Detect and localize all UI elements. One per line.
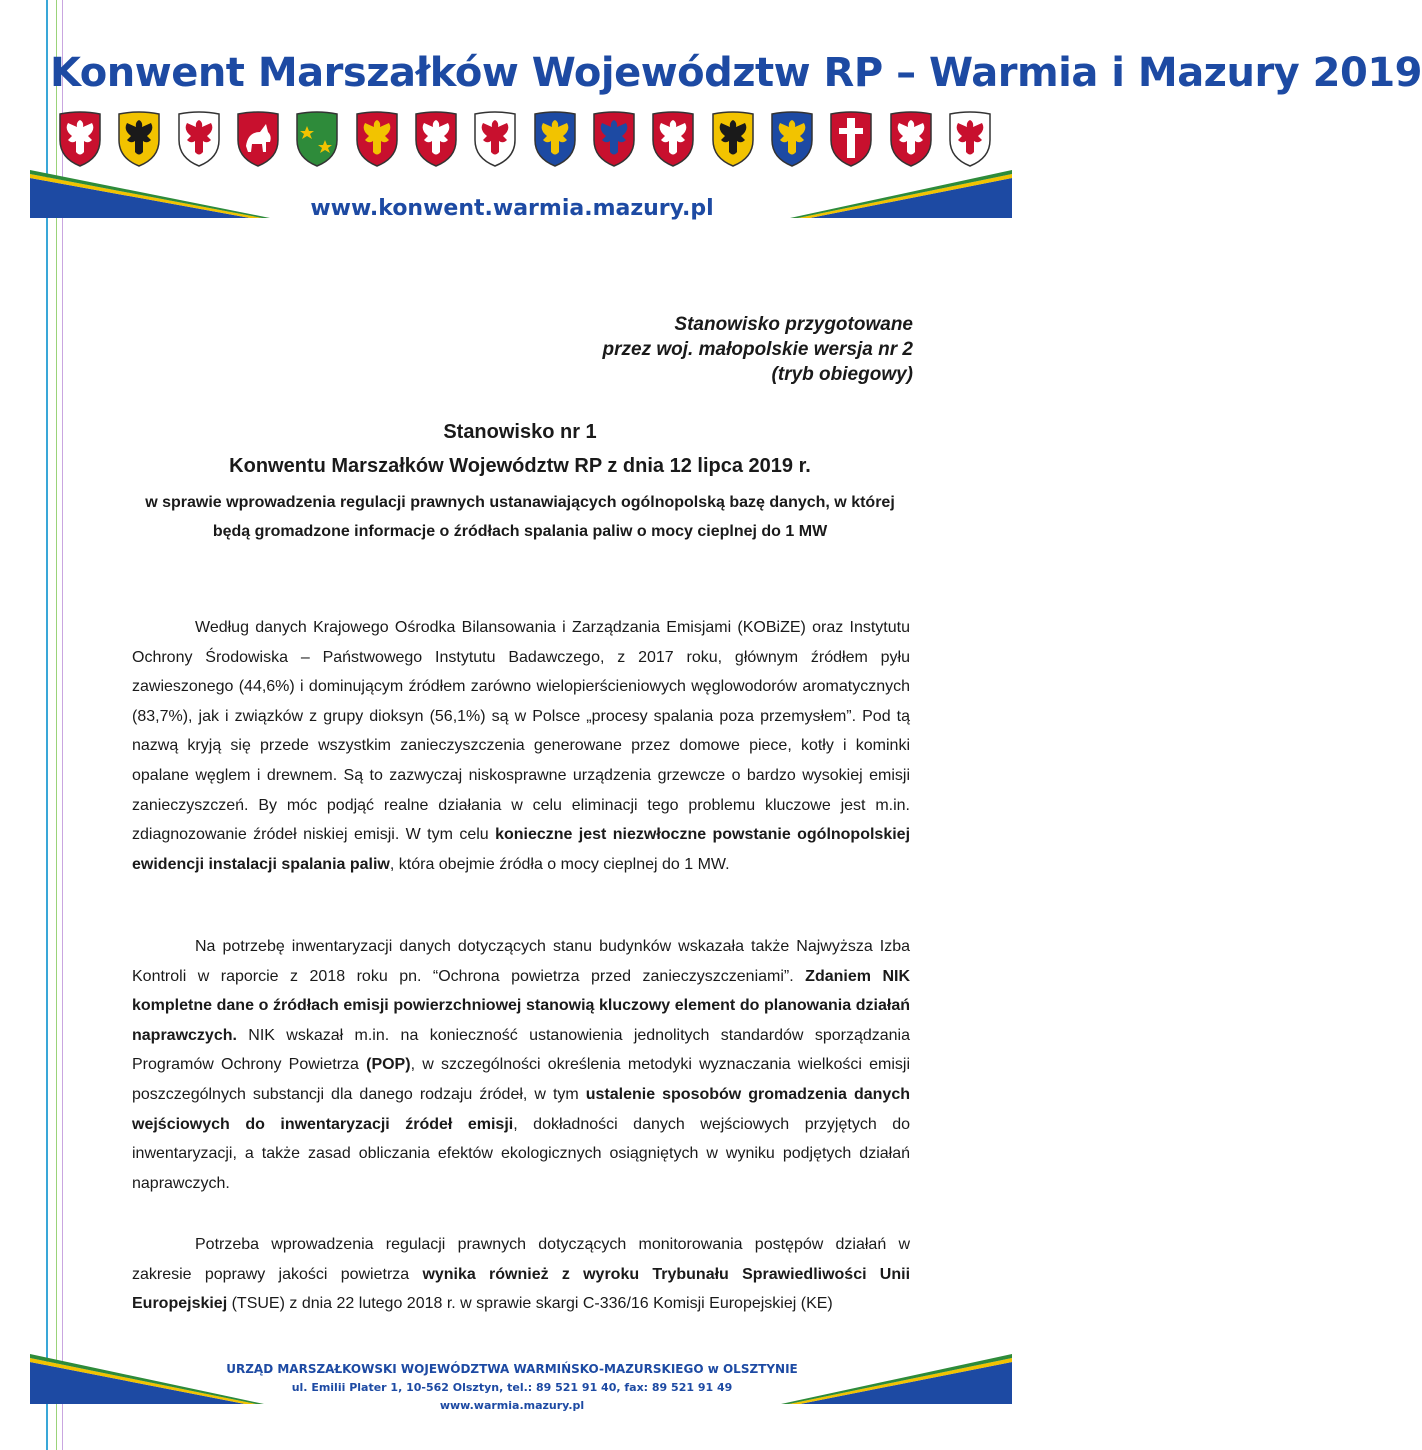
paragraph-1-text-1: Według danych Krajowego Ośrodka Bilansowania i Zarządzania Emisjami (KOBiZE) oraz Instytutu Ochrony Środowiska – Państwowego Instytutu Badawczego, z 2017 roku, głównym źródłem pyłu zawieszonego (44,6%) i dominującym źródłem zarówno wielopierścieniowych węglowodorów aromatycznych (83,7%), jak i związków z grupy dioksyn (56,1%) są w Polsce „procesy spalania poza przemysłem”. Pod tą nazwą kryją się przede wszystkim zanieczyszczenia generowane przez domowe piece, kotły i kominki opalane węglem i drewnem. Są to zazwyczaj niskosprawne urządzenia grzewcze o bardzo wysokiej emisji zanieczyszczeń. By móc podjąć realne działania w celu eliminacji tego problemu kluczowe jest m.in. zdiagnozowanie źródeł niskiej emisji. W tym celu: [132, 619, 910, 844]
prepared-line-2: przez woj. małopolskie wersja nr 2: [602, 339, 913, 360]
resolution-number: Stanowisko nr 1: [443, 421, 597, 443]
prepared-line-1: Stanowisko przygotowane: [674, 314, 913, 335]
paragraph-1: [132, 613, 910, 879]
prepared-note: [513, 312, 913, 387]
paragraph-2-bold-3: ustalenie sposobów gromadzenia danych wejściowych do inwentaryzacji źródeł emisji: [132, 1085, 910, 1133]
paragraph-3-text-2: (TSUE) z dnia 22 lutego 2018 r. w sprawie skargi C-336/16 Komisji Europejskiej (KE): [227, 1295, 833, 1313]
paragraph-3: [132, 1230, 910, 1319]
prepared-line-3: (tryb obiegowy): [771, 364, 913, 385]
paragraph-1-text-2: , która obejmie źródła o mocy cieplnej do 1 MW.: [389, 855, 730, 873]
footer-address: ul. Emilii Plater 1, 10-562 Olsztyn, tel.: 89 521 91 40, fax: 89 521 91 49: [291, 1381, 733, 1394]
paragraph-3-text-1: Potrzeba wprowadzenia regulacji prawnych dotyczących monitorowania postępów działań w zakresie poprawy jakości powietrza: [132, 1236, 910, 1283]
paragraph-1-bold-1: konieczne jest niezwłoczne powstanie ogólnopolskiej ewidencji instalacji spalania paliw: [132, 826, 911, 873]
paragraph-2: [132, 932, 910, 1198]
website-url[interactable]: www.konwent.warmia.mazury.pl: [310, 196, 714, 221]
resolution-source: Konwentu Marszałków Województw RP z dnia 12 lipca 2019 r.: [229, 455, 811, 477]
paragraph-2-text-2: NIK wskazał m.in. na konieczność ustanowienia jednolitych standardów sporządzania Programów Ochrony Powietrza: [132, 1026, 910, 1074]
paragraph-2-bold-2: (POP): [366, 1056, 411, 1074]
paragraph-2-text-1: Na potrzebę inwentaryzacji danych dotyczących stanu budynków wskazała także Najwyższa Izba Kontroli w raporcie z 2018 roku pn. “Ochrona powietrza przed zanieczyszczeniami”.: [132, 938, 910, 985]
footer-website[interactable]: www.warmia.mazury.pl: [439, 1399, 585, 1412]
letterhead-title: Konwent Marszałków Województw RP – Warmia i Mazury 2019: [50, 50, 1422, 96]
paragraph-2-text-4: , dokładności danych wejściowych przyjętych do inwentaryzacji, a także zasad obliczania efektów ekologicznych osiągniętych w wyniku podjętych działań naprawczych.: [132, 1115, 911, 1192]
resolution-subject: w sprawie wprowadzenia regulacji prawnych ustanawiających ogólnopolską bazę danych, w której będą gromadzone informacje o źródłach spalania paliw o mocy cieplnej do 1 MW: [145, 494, 895, 540]
paragraph-3-bold-1: wynika również z wyroku Trybunału Sprawiedliwości Unii Europejskiej: [132, 1265, 911, 1313]
paragraph-2-text-3: , w szczególności określenia metodyki wyznaczania wielkości emisji poszczególnych substancji dla danego rodzaju źródeł, w tym: [132, 1056, 910, 1103]
footer-office: URZĄD MARSZAŁKOWSKI WOJEWÓDZTWA WARMIŃSKO-MAZURSKIEGO w OLSZTYNIE: [226, 1362, 798, 1376]
paragraph-2-bold-1: Zdaniem NIK kompletne dane o źródłach emisji powierzchniowej stanowią kluczowy element do planowania działań naprawczych.: [132, 967, 910, 1044]
